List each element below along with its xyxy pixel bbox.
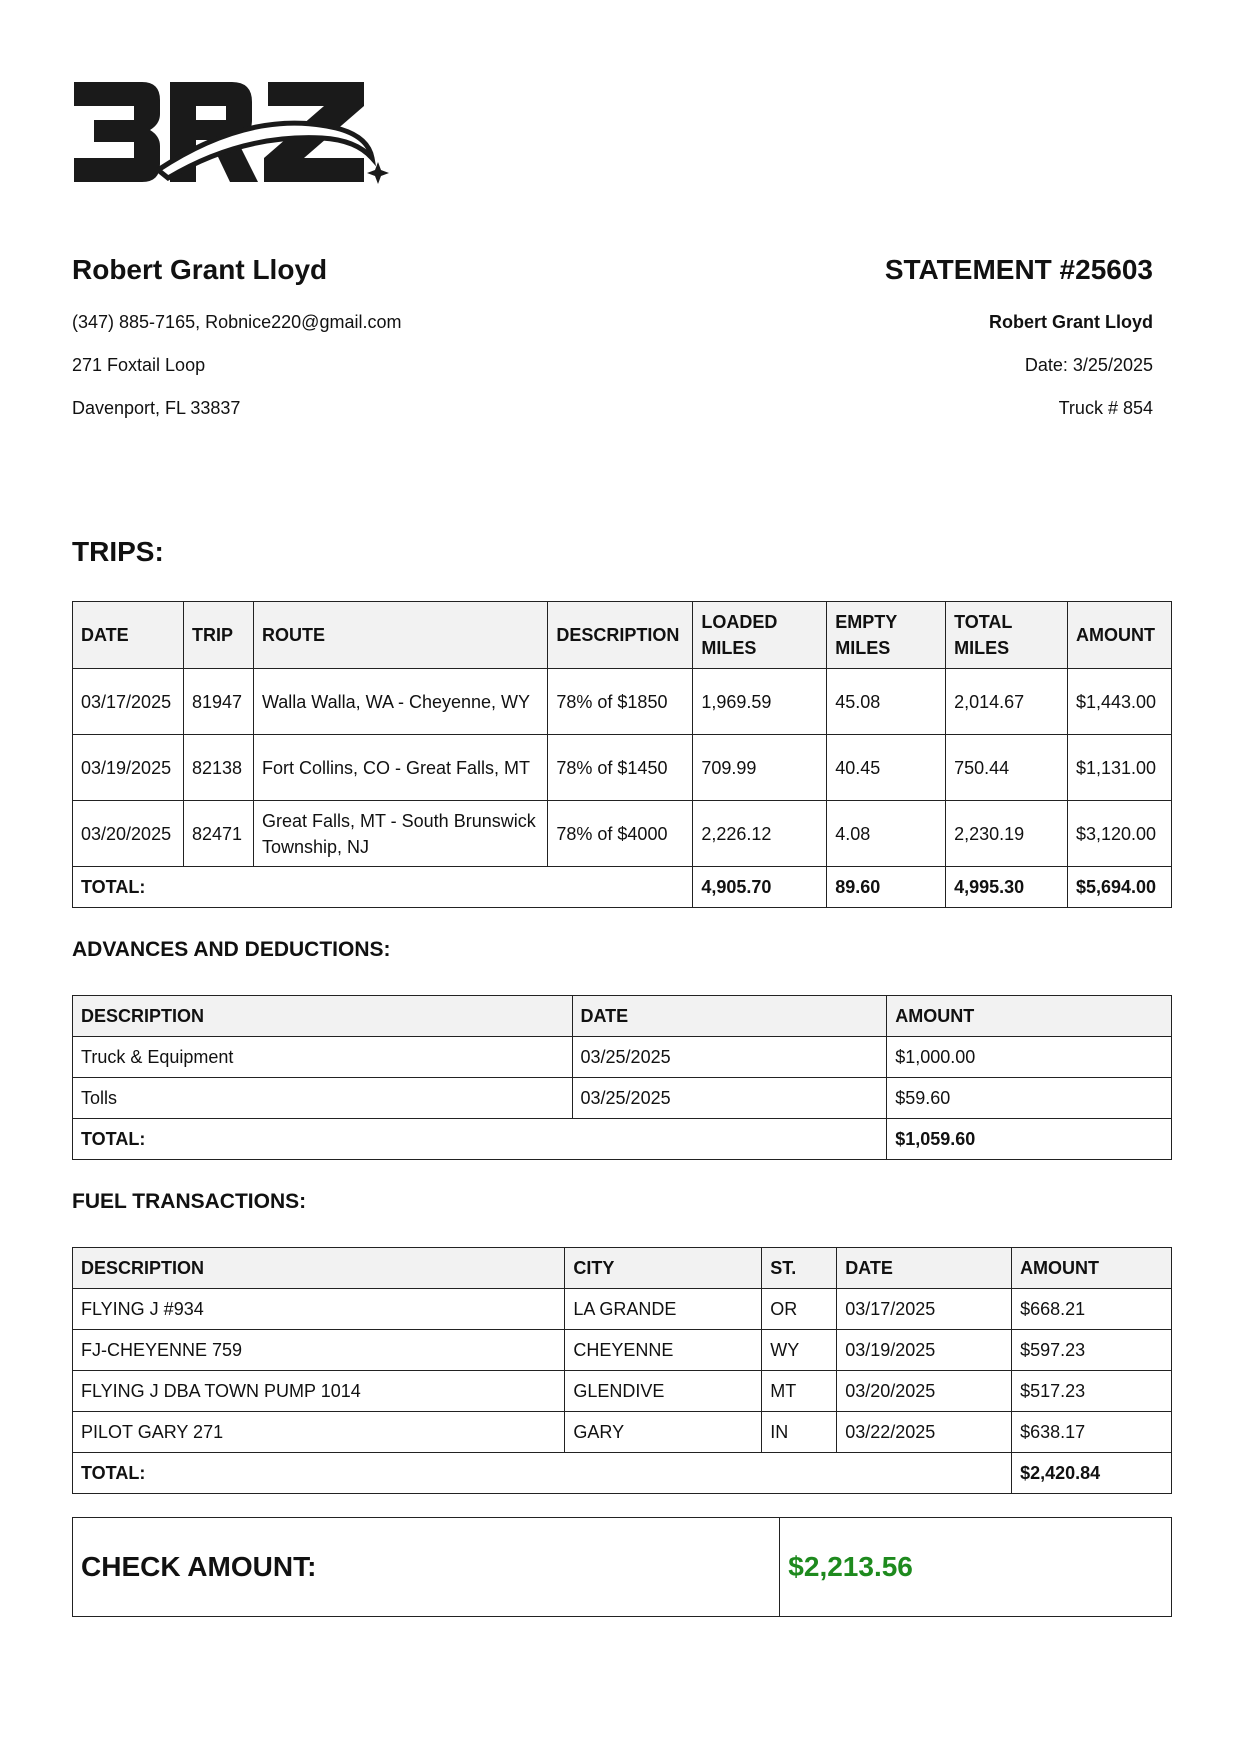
cell-amount: $668.21 xyxy=(1012,1289,1172,1330)
cell-amount: $1,000.00 xyxy=(887,1037,1172,1078)
cell-state: IN xyxy=(762,1412,837,1453)
cell-state: WY xyxy=(762,1330,837,1371)
advances-total-row xyxy=(73,1119,1172,1160)
trips-title: TRIPS: xyxy=(72,536,164,567)
cell-city: GARY xyxy=(565,1412,762,1453)
col-header: DESCRIPTION xyxy=(73,996,573,1037)
cell-route: Walla Walla, WA - Cheyenne, WY xyxy=(253,669,547,735)
fuel-title: FUEL TRANSACTIONS: xyxy=(72,1190,307,1213)
statement-recipient: Robert Grant Lloyd xyxy=(988,312,1153,332)
cell-empty-miles: 45.08 xyxy=(827,669,946,735)
driver-address-line2: Davenport, FL 33837 xyxy=(72,398,241,418)
table-row xyxy=(73,1330,1172,1371)
total-empty-miles: 89.60 xyxy=(827,867,946,908)
cell-total-miles: 2,014.67 xyxy=(946,669,1068,735)
cell-state: MT xyxy=(762,1371,837,1412)
col-header: TRIP xyxy=(183,602,253,669)
cell-state: OR xyxy=(762,1289,837,1330)
driver-address-line1: 271 Foxtail Loop xyxy=(72,355,206,375)
cell-date: 03/20/2025 xyxy=(73,801,184,867)
cell-amount: $59.60 xyxy=(887,1078,1172,1119)
table-row xyxy=(73,1371,1172,1412)
total-total-miles: 4,995.30 xyxy=(946,867,1068,908)
advances-header-row xyxy=(73,996,1172,1037)
table-row xyxy=(73,669,1172,735)
cell-route: Fort Collins, CO - Great Falls, MT xyxy=(253,735,547,801)
cell-date: 03/22/2025 xyxy=(837,1412,1012,1453)
cell-amount: $597.23 xyxy=(1012,1330,1172,1371)
table-row xyxy=(73,1289,1172,1330)
cell-loaded-miles: 709.99 xyxy=(693,735,827,801)
advances-title: ADVANCES AND DEDUCTIONS: xyxy=(72,938,391,961)
statement-title: STATEMENT #25603 xyxy=(884,254,1153,285)
cell-description: PILOT GARY 271 xyxy=(73,1412,565,1453)
col-header: DATE xyxy=(837,1248,1012,1289)
check-row xyxy=(73,1518,1172,1617)
cell-description: Tolls xyxy=(73,1078,573,1119)
col-header: AMOUNT xyxy=(887,996,1172,1037)
cell-city: LA GRANDE xyxy=(565,1289,762,1330)
total-loaded-miles: 4,905.70 xyxy=(693,867,827,908)
table-row xyxy=(73,1078,1172,1119)
company-logo xyxy=(72,78,392,190)
cell-empty-miles: 4.08 xyxy=(827,801,946,867)
col-header: AMOUNT xyxy=(1012,1248,1172,1289)
cell-route: Great Falls, MT - South Brunswick Township, NJ xyxy=(253,801,547,867)
cell-amount: $638.17 xyxy=(1012,1412,1172,1453)
check-amount-table xyxy=(72,1517,1172,1617)
cell-date: 03/20/2025 xyxy=(837,1371,1012,1412)
cell-date: 03/17/2025 xyxy=(73,669,184,735)
cell-description: 78% of $1850 xyxy=(548,669,693,735)
trips-total-row xyxy=(73,867,1172,908)
trips-header-row xyxy=(73,602,1172,669)
col-header: TOTAL MILES xyxy=(946,602,1068,669)
cell-date: 03/19/2025 xyxy=(73,735,184,801)
col-header: CITY xyxy=(565,1248,762,1289)
total-amount: $2,420.84 xyxy=(1012,1453,1172,1494)
total-label: TOTAL: xyxy=(73,1119,887,1160)
col-header: ROUTE xyxy=(253,602,547,669)
check-amount-value: $2,213.56 xyxy=(780,1518,1172,1617)
cell-total-miles: 750.44 xyxy=(946,735,1068,801)
cell-date: 03/25/2025 xyxy=(572,1078,887,1119)
cell-description: FLYING J #934 xyxy=(73,1289,565,1330)
col-header: DESCRIPTION xyxy=(548,602,693,669)
col-header: DATE xyxy=(73,602,184,669)
col-header: DATE xyxy=(572,996,887,1037)
cell-amount: $1,131.00 xyxy=(1067,735,1171,801)
table-row xyxy=(73,735,1172,801)
cell-description: Truck & Equipment xyxy=(73,1037,573,1078)
driver-name: Robert Grant Lloyd xyxy=(72,254,328,285)
cell-trip: 81947 xyxy=(183,669,253,735)
advances-table xyxy=(72,995,1172,1160)
cell-amount: $1,443.00 xyxy=(1067,669,1171,735)
statement-truck: Truck # 854 xyxy=(1058,398,1153,418)
fuel-total-row xyxy=(73,1453,1172,1494)
col-header: EMPTY MILES xyxy=(827,602,946,669)
cell-description: 78% of $4000 xyxy=(548,801,693,867)
cell-description: 78% of $1450 xyxy=(548,735,693,801)
table-row xyxy=(73,1037,1172,1078)
cell-loaded-miles: 1,969.59 xyxy=(693,669,827,735)
total-amount: $1,059.60 xyxy=(887,1119,1172,1160)
check-amount-label: CHECK AMOUNT: xyxy=(73,1518,780,1617)
table-row xyxy=(73,1412,1172,1453)
trips-table xyxy=(72,601,1172,908)
cell-date: 03/17/2025 xyxy=(837,1289,1012,1330)
cell-city: CHEYENNE xyxy=(565,1330,762,1371)
table-row xyxy=(73,801,1172,867)
fuel-header-row xyxy=(73,1248,1172,1289)
cell-amount: $517.23 xyxy=(1012,1371,1172,1412)
col-header: LOADED MILES xyxy=(693,602,827,669)
cell-description: FLYING J DBA TOWN PUMP 1014 xyxy=(73,1371,565,1412)
col-header: AMOUNT xyxy=(1067,602,1171,669)
cell-description: FJ-CHEYENNE 759 xyxy=(73,1330,565,1371)
cell-amount: $3,120.00 xyxy=(1067,801,1171,867)
cell-empty-miles: 40.45 xyxy=(827,735,946,801)
col-header: ST. xyxy=(762,1248,837,1289)
total-label: TOTAL: xyxy=(73,867,693,908)
statement-date: Date: 3/25/2025 xyxy=(1024,355,1153,375)
total-amount: $5,694.00 xyxy=(1067,867,1171,908)
cell-trip: 82138 xyxy=(183,735,253,801)
total-label: TOTAL: xyxy=(73,1453,1012,1494)
driver-contact: (347) 885-7165, Robnice220@gmail.com xyxy=(72,312,402,332)
cell-date: 03/19/2025 xyxy=(837,1330,1012,1371)
cell-trip: 82471 xyxy=(183,801,253,867)
col-header: DESCRIPTION xyxy=(73,1248,565,1289)
fuel-table xyxy=(72,1247,1172,1494)
cell-city: GLENDIVE xyxy=(565,1371,762,1412)
cell-total-miles: 2,230.19 xyxy=(946,801,1068,867)
cell-loaded-miles: 2,226.12 xyxy=(693,801,827,867)
cell-date: 03/25/2025 xyxy=(572,1037,887,1078)
